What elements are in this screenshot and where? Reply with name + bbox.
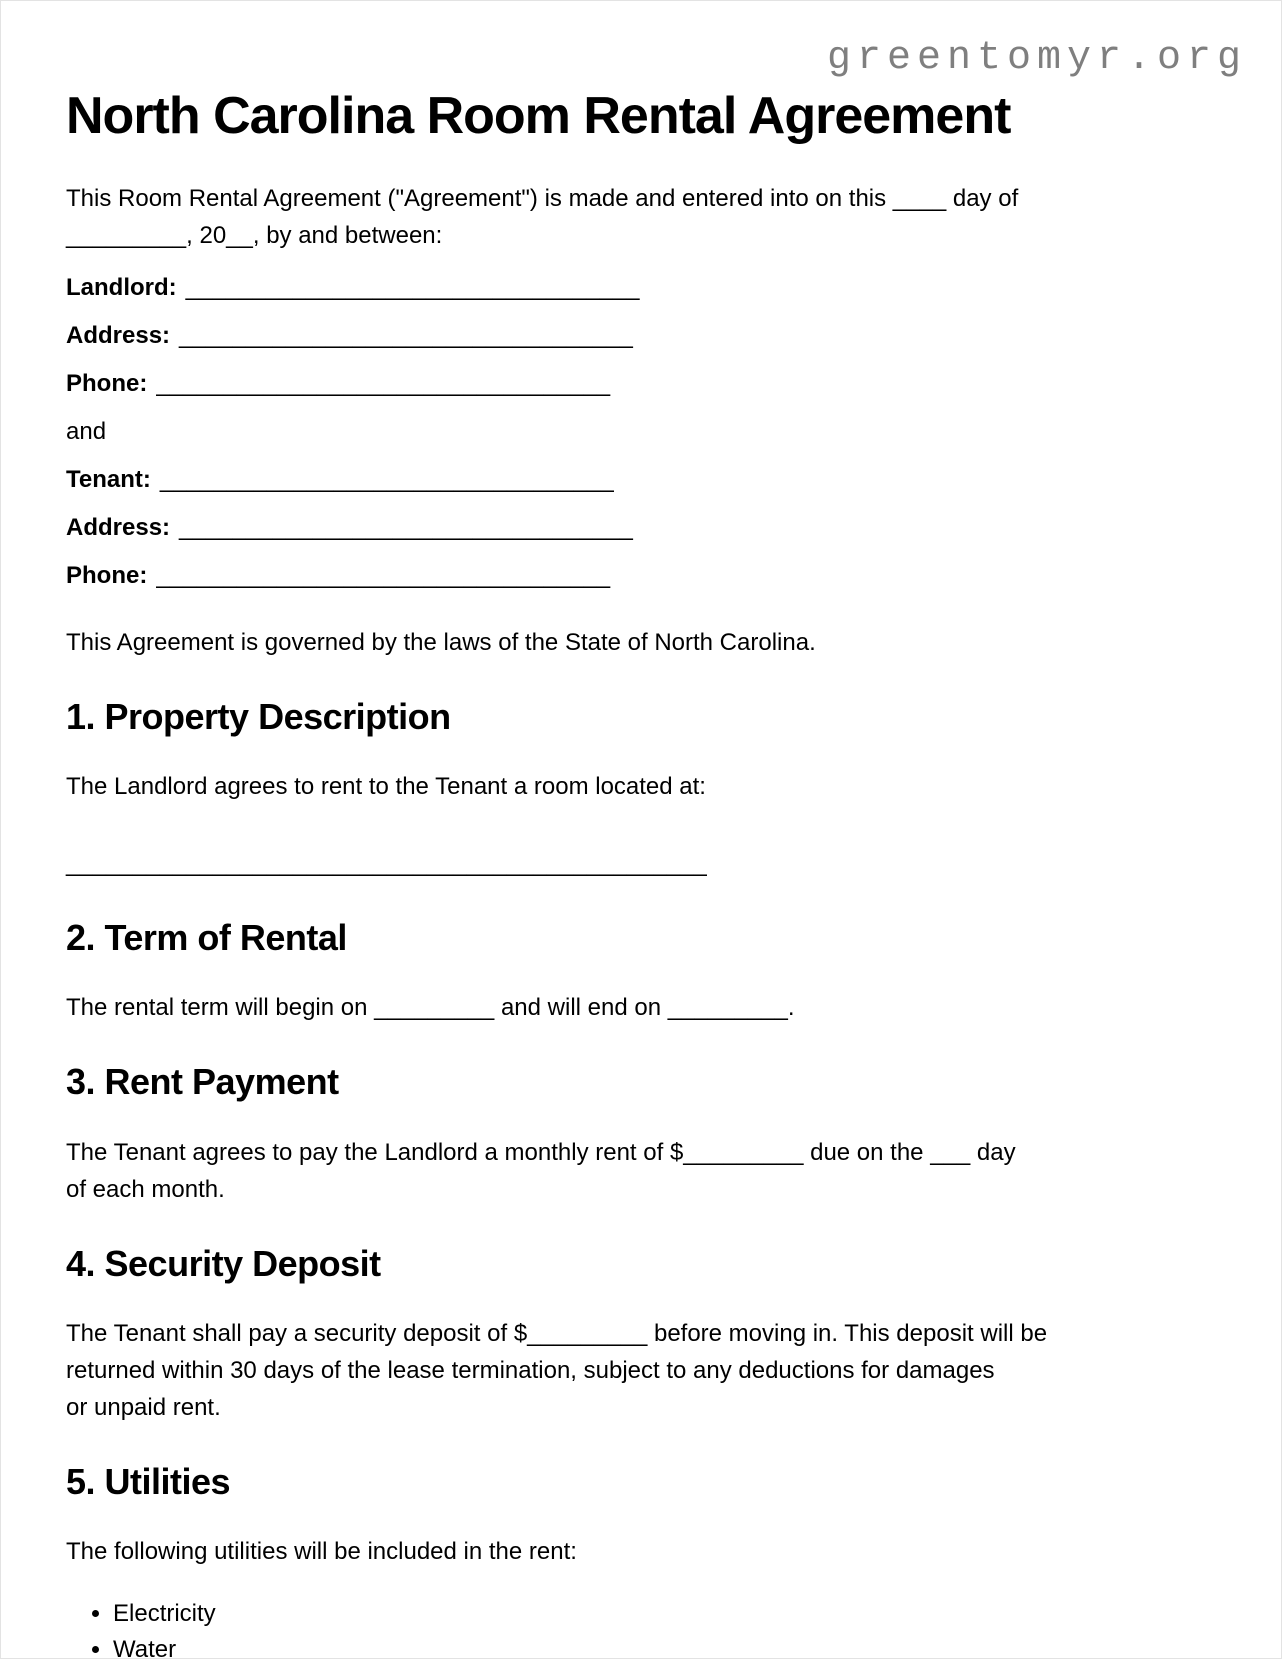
field-blank-line: __________________________________ (159, 466, 614, 494)
section-3-body (66, 1134, 1211, 1208)
field-label: Phone: (66, 370, 148, 398)
utilities-list (66, 1596, 1211, 1659)
field-blank-line: __________________________________ (156, 562, 611, 590)
party-field-tenant-address (66, 504, 1211, 552)
field-label: Address: (66, 514, 171, 542)
intro-paragraph (66, 180, 1211, 254)
section-4-heading: 4. Security Deposit (66, 1242, 381, 1284)
field-label: Tenant: (66, 466, 151, 494)
section-2-heading: 2. Term of Rental (66, 917, 347, 959)
intro-line-2: _________, 20__, by and between: (66, 222, 443, 250)
party-field-tenant-phone (66, 552, 1211, 600)
section-5-heading: 5. Utilities (66, 1460, 231, 1502)
document-title: North Carolina Room Rental Agreement (66, 87, 1011, 145)
section-1-heading: 1. Property Description (66, 696, 451, 738)
field-blank-line: __________________________________ (156, 370, 611, 398)
utility-item-electricity: • Electricity (113, 1596, 1211, 1632)
party-field-tenant (66, 456, 1211, 504)
intro-line-1: This Room Rental Agreement ("Agreement") is made and entered into on this ____ day of (66, 185, 1019, 213)
utility-item-water: • Water (113, 1632, 1211, 1659)
field-label: Phone: (66, 562, 148, 590)
section-4-line-3: or unpaid rent. (66, 1393, 221, 1421)
party-fields (66, 264, 1211, 600)
section-2-body: The rental term will begin on _________ and will end on _________. (66, 994, 795, 1022)
section-4-line-2: returned within 30 days of the lease termination, subject to any deductions for damages (66, 1356, 995, 1384)
watermark-url: greentomyr.org (826, 36, 1247, 81)
governing-law-text: This Agreement is governed by the laws of the State of North Carolina. (66, 629, 816, 657)
section-3-heading: 3. Rent Payment (66, 1061, 339, 1103)
section-3-line-2: of each month. (66, 1175, 225, 1203)
section-4-line-1: The Tenant shall pay a security deposit of $_________ before moving in. This deposit will be (66, 1319, 1048, 1347)
connector-and: and (66, 418, 107, 446)
section-1-body: The Landlord agrees to rent to the Tenant a room located at: (66, 773, 706, 801)
party-field-landlord-phone (66, 360, 1211, 408)
party-field-landlord-address (66, 312, 1211, 360)
field-label: Address: (66, 322, 171, 350)
section-4-body (66, 1315, 1211, 1426)
property-address-blank-line: ________________________________________________ (66, 850, 707, 878)
section-3-line-1: The Tenant agrees to pay the Landlord a monthly rent of $_________ due on the ___ day (66, 1138, 1016, 1166)
field-label: Landlord: (66, 274, 177, 302)
field-blank-line: __________________________________ (185, 274, 640, 302)
party-field-landlord (66, 264, 1211, 312)
field-blank-line: __________________________________ (179, 514, 633, 542)
field-blank-line: __________________________________ (179, 322, 633, 350)
section-5-body: The following utilities will be included in the rent: (66, 1538, 577, 1566)
